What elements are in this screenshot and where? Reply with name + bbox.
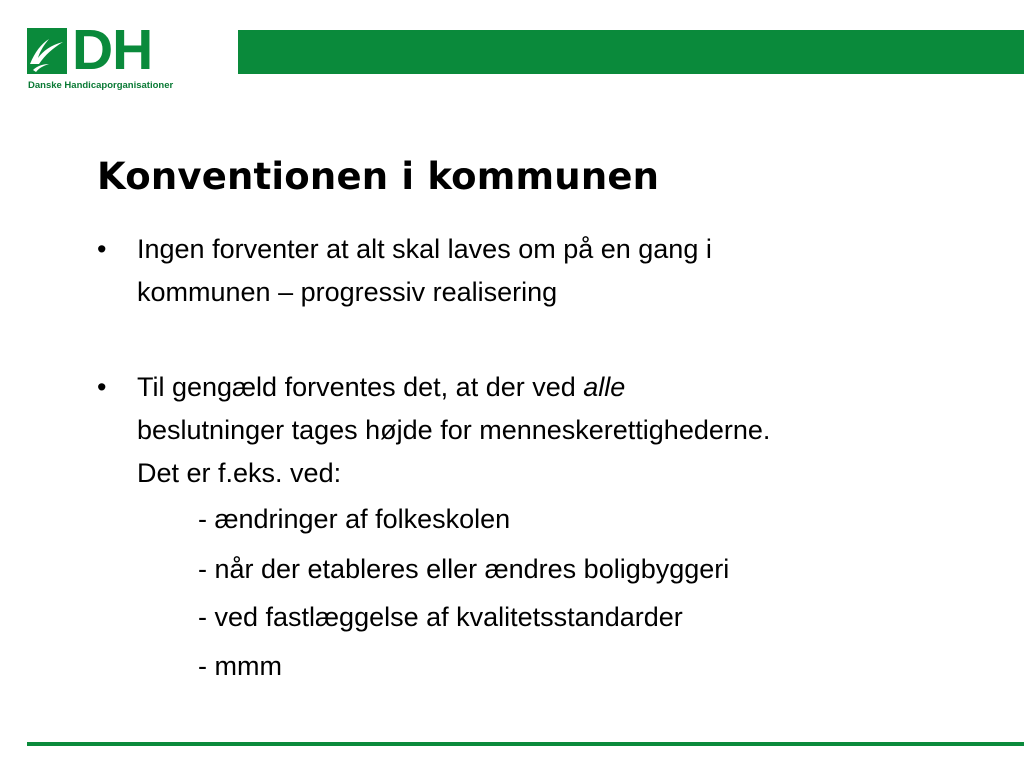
bullet-line-prefix: Til gengæld forventes det, at der ved: [137, 372, 584, 402]
footer-rule: [27, 742, 1024, 746]
sub-item: - ændringer af folkeskolen: [198, 504, 511, 534]
bullet-dot: •: [97, 372, 107, 402]
sub-item: - når der etableres eller ændres boligbyggeri: [198, 554, 730, 584]
logo-letters: DH: [72, 18, 153, 82]
bullet-dot: •: [97, 234, 107, 264]
bullet-line: [137, 366, 977, 409]
slide-title: Konventionen i kommunen: [97, 155, 660, 198]
sub-item: - ved fastlæggelse af kvalitetsstandarder: [198, 602, 683, 632]
bullet-line: beslutninger tages højde for menneskerettighederne.: [137, 415, 771, 445]
bullet-line: kommunen – progressiv realisering: [137, 277, 558, 307]
bullet-line: Det er f.eks. ved:: [137, 458, 342, 488]
bullet-line: Ingen forventer at alt skal laves om på en gang i: [137, 234, 712, 264]
header-bar: [238, 30, 1024, 74]
bullet-text: [137, 366, 977, 495]
bullet-text: [137, 228, 977, 314]
bird-logo-icon: [27, 28, 67, 74]
logo-subtitle: Danske Handicaporganisationer: [28, 80, 174, 91]
dh-logo: [27, 18, 177, 94]
sub-item: - mmm: [198, 651, 282, 681]
emphasis-text: alle: [583, 372, 626, 402]
